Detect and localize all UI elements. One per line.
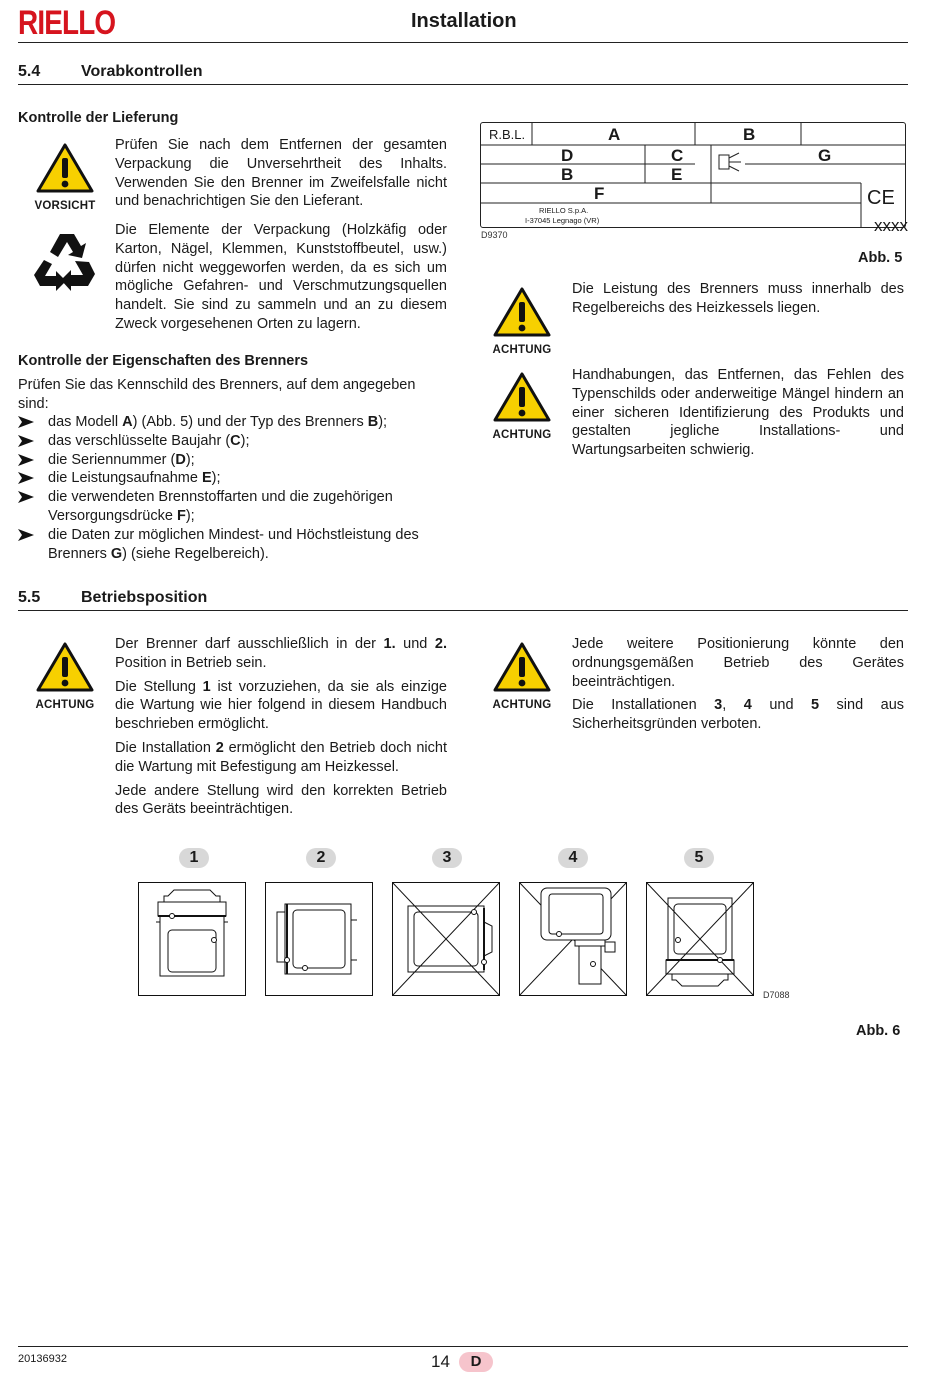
position-label-5: 5 — [684, 848, 714, 868]
position-label-2: 2 — [306, 848, 336, 868]
header-rule — [18, 42, 908, 43]
plate-a: A — [608, 125, 621, 144]
warning-label: ACHTUNG — [492, 699, 552, 711]
attention-warning-3 — [30, 641, 100, 711]
section-title: Vorabkontrollen — [81, 63, 203, 80]
property-list-item: die Seriennummer (D); — [18, 451, 451, 470]
section-title: Betriebsposition — [81, 589, 208, 606]
position-paragraph-6: Die Installationen 3, 4 und 5 sind aus Sicherheitsgründen verboten. — [572, 697, 905, 733]
position-1-diagram — [138, 882, 246, 996]
attention-warning-4 — [487, 641, 557, 711]
position-text-left — [115, 635, 447, 819]
figure-6-caption: Abb. 6 — [856, 1023, 901, 1039]
properties-intro: Prüfen Sie das Kennschild des Brenners, auf dem angegeben sind: — [18, 377, 416, 412]
language-badge: D — [459, 1352, 493, 1372]
property-list-item: das verschlüsselte Baujahr (C); — [18, 432, 451, 451]
warning-triangle-icon — [492, 641, 552, 693]
property-list-item: die Daten zur möglichen Mindest- und Höchstleistung des Brenners G) (siehe Regelbereich). — [18, 526, 451, 564]
property-list-item: die Leistungsaufnahme E); — [18, 469, 451, 488]
warning-label: ACHTUNG — [492, 429, 552, 441]
position-2-diagram — [265, 882, 373, 996]
footer-rule — [18, 1346, 908, 1347]
attention-text-2: Handhabungen, das Entfernen, das Fehlen des Typenschilds oder anderweitige Mängel hindern an einer sicheren Identifizierung des Produkts und gestalten jegliche Installations- und Wartungsarbeiten schwierig. — [572, 367, 904, 459]
plate-xxxx: xxxx — [874, 216, 908, 235]
arrow-bullet-icon — [18, 472, 34, 484]
position-label-3: 3 — [432, 848, 462, 868]
warning-label: VORSICHT — [34, 200, 96, 212]
arrow-bullet-icon — [18, 416, 34, 428]
warning-label: ACHTUNG — [35, 699, 95, 711]
position-3-diagram — [392, 882, 500, 996]
attention-text-1: Die Leistung des Brenners muss innerhalb des Regelbereichs des Heizkessels liegen. — [572, 281, 904, 316]
position-label-1: 1 — [179, 848, 209, 868]
arrow-bullet-icon — [18, 529, 34, 541]
delivery-paragraph-1: Prüfen Sie nach dem Entfernen der gesamten Verpackung die Unversehrtheit des Inhalts. Verwenden Sie den Brenner im Zweifelsfalle nicht und benachrichtigen Sie den Lieferant. — [115, 137, 447, 210]
delivery-heading: Kontrolle der Lieferung — [18, 110, 179, 126]
position-paragraph-2: Die Stellung 1 ist vorzuziehen, da sie als einzige die Wartung wie hier folgend in diesem Handbuch beschrieben ermöglicht. — [115, 678, 447, 733]
properties-heading: Kontrolle der Eigenschaften des Brenners — [18, 353, 309, 369]
figure-code-d9370: D9370 — [481, 230, 508, 240]
recycle-icon — [34, 230, 98, 292]
warning-label: ACHTUNG — [492, 344, 552, 356]
document-number: 20136932 — [18, 1353, 67, 1365]
riello-logo: RIELLO — [18, 4, 116, 42]
position-paragraph-3: Die Installation 2 ermöglicht den Betrieb doch nicht die Wartung mit Befestigung am Heizkessel. — [115, 739, 447, 775]
plate-rbl: R.B.L. — [489, 127, 526, 142]
position-paragraph-5: Jede weitere Positionierung könnte den ordnungsgemäßen Betrieb des Gerätes beeinträchtigen. — [572, 636, 904, 690]
plate-c: C — [671, 146, 684, 165]
warning-triangle-icon — [35, 142, 95, 194]
plate-maker-1: RIELLO S.p.A. — [539, 206, 589, 215]
position-text-right — [572, 635, 904, 734]
ce-mark: CE — [867, 187, 895, 209]
tap-icon — [719, 153, 741, 171]
arrow-bullet-icon — [18, 454, 34, 466]
figure-code-d7088: D7088 — [763, 990, 790, 1000]
arrow-bullet-icon — [18, 435, 34, 447]
caution-warning — [30, 142, 100, 212]
section-number: 5.5 — [18, 589, 41, 606]
attention-warning-1 — [487, 286, 557, 356]
page-header-title: Installation — [411, 10, 517, 32]
plate-maker-2: I-37045 Legnago (VR) — [525, 216, 600, 225]
position-5-diagram — [646, 882, 754, 996]
position-paragraph-4: Jede andere Stellung wird den korrekten Betrieb des Geräts beeinträchtigen. — [115, 782, 447, 818]
position-label-4: 4 — [558, 848, 588, 868]
section-number: 5.4 — [18, 63, 41, 80]
plate-d: D — [561, 146, 574, 165]
plate-b: B — [743, 125, 756, 144]
plate-g: G — [818, 146, 832, 165]
property-list-item: die verwendeten Brennstoffarten und die zugehörigen Versorgungsdrücke F); — [18, 488, 451, 526]
section-rule — [18, 84, 908, 85]
section-rule — [18, 610, 908, 611]
property-list-item: das Modell A) (Abb. 5) und der Typ des Brenners B); — [18, 413, 451, 432]
figure-5-caption: Abb. 5 — [858, 250, 903, 266]
warning-triangle-icon — [492, 371, 552, 423]
position-4-diagram — [519, 882, 627, 996]
warning-triangle-icon — [35, 641, 95, 693]
delivery-paragraph-2: Die Elemente der Verpackung (Holzkäfig oder Karton, Nägel, Klemmen, Kunststoffbeutel, usw.) dürfen nicht weggeworfen werden, da es sich um mögliche Gefahren- und Verschmutzungsquellen handelt. Sie sind zu sammeln und an zu diesem Zweck vorgesehenen Orten zu lagern. — [115, 222, 447, 332]
plate-e: E — [671, 165, 683, 184]
plate-f: F — [594, 184, 605, 203]
page-number: 14 — [431, 1352, 450, 1371]
plate-b2: B — [561, 165, 574, 184]
warning-triangle-icon — [492, 286, 552, 338]
position-paragraph-1: Der Brenner darf ausschließlich in der 1. und 2. Position in Betrieb sein. — [115, 636, 448, 671]
arrow-bullet-icon — [18, 491, 34, 503]
attention-warning-2 — [487, 371, 557, 441]
properties-list — [18, 413, 451, 563]
